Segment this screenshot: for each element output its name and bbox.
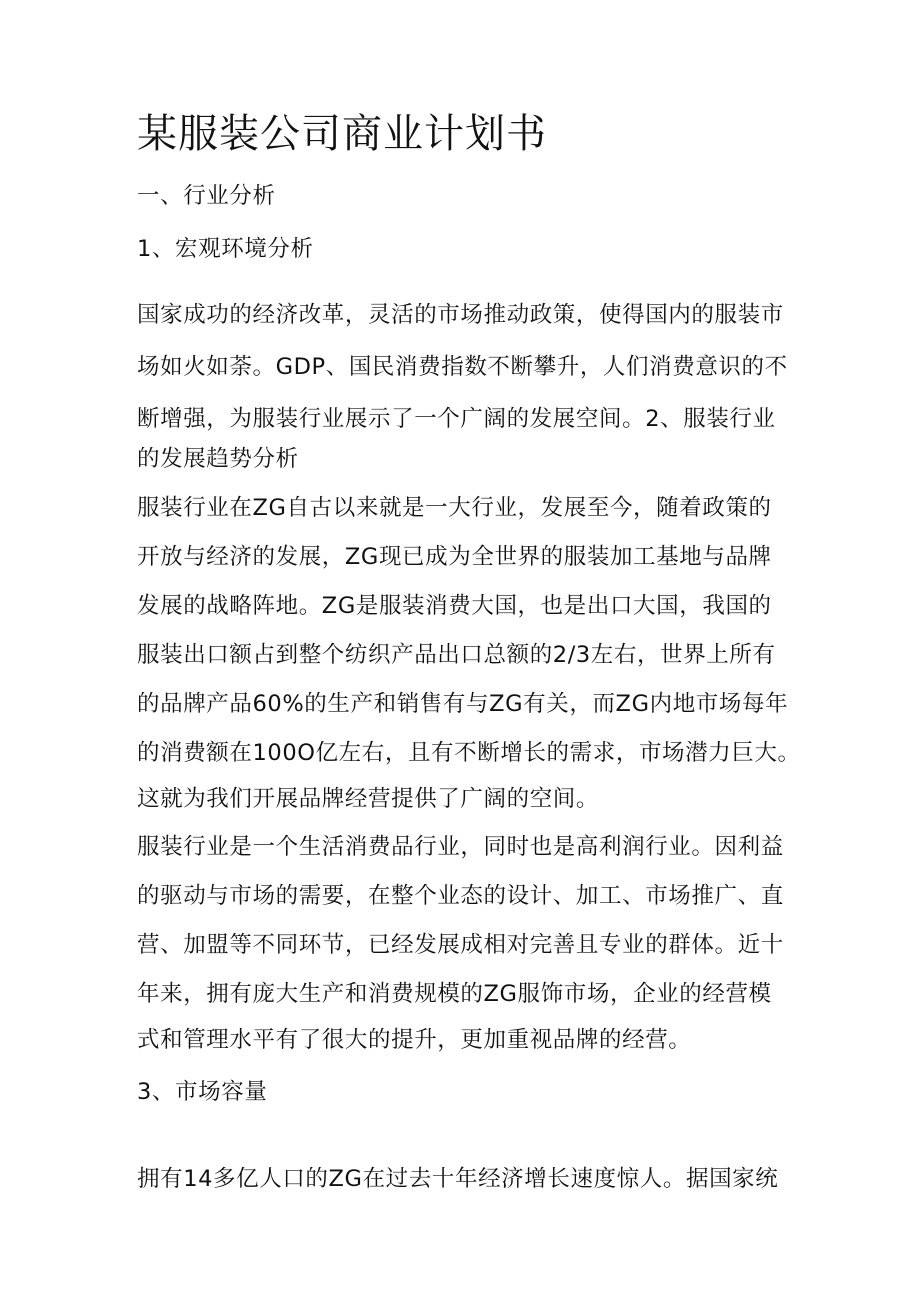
body-text-line: 的发展趋势分析 (137, 446, 299, 472)
body-text-line: 断增强，为服装行业展示了一个广阔的发展空间。2、服装行业 (137, 406, 776, 432)
body-text-line: 服装行业在ZG自古以来就是一大行业，发展至今，随着政策的 (137, 495, 772, 521)
body-text-line: 的驱动与市场的需要，在整个业态的设计、加工、市场推广、直 (137, 883, 784, 909)
subsection-heading-market-capacity: 3、市场容量 (137, 1079, 268, 1105)
body-text-line: 开放与经济的发展，ZG现已成为全世界的服装加工基地与品牌 (137, 544, 772, 570)
body-text-line: 发展的战略阵地。ZG是服装消费大国，也是出口大国，我国的 (137, 593, 772, 619)
document-title: 某服装公司商业计划书 (137, 111, 547, 157)
body-text-line: 国家成功的经济改革，灵活的市场推动政策，使得国内的服装市 (137, 302, 784, 328)
body-text-line: 服装出口额占到整个纺织产品出口总额的2/3左右，世界上所有 (137, 642, 776, 668)
subsection-heading-macro-environment: 1、宏观环境分析 (137, 236, 314, 262)
body-text-line: 拥有14多亿人口的ZG在过去十年经济增长速度惊人。据国家统 (137, 1166, 779, 1192)
body-text-line: 年来，拥有庞大生产和消费规模的ZG服饰市场，企业的经营模 (137, 981, 772, 1007)
body-text-line: 式和管理水平有了很大的提升，更加重视品牌的经营。 (137, 1027, 692, 1053)
body-text-line: 的品牌产品60%的生产和销售有与ZG有关，而ZG内地市场每年 (137, 691, 789, 717)
body-text-line: 营、加盟等不同环节，已经发展成相对完善且专业的群体。近十 (137, 932, 784, 958)
body-text-line: 场如火如荼。GDP、国民消费指数不断攀升，人们消费意识的不 (137, 354, 788, 380)
body-text-line: 这就为我们开展品牌经营提供了广阔的空间。 (137, 786, 600, 812)
body-text-line: 服装行业是一个生活消费品行业，同时也是高利润行业。因利益 (137, 834, 784, 860)
section-heading-industry-analysis: 一、行业分析 (137, 183, 276, 209)
body-text-line: 的消费额在100O亿左右，且有不断增长的需求，市场潜力巨大。 (137, 740, 801, 766)
